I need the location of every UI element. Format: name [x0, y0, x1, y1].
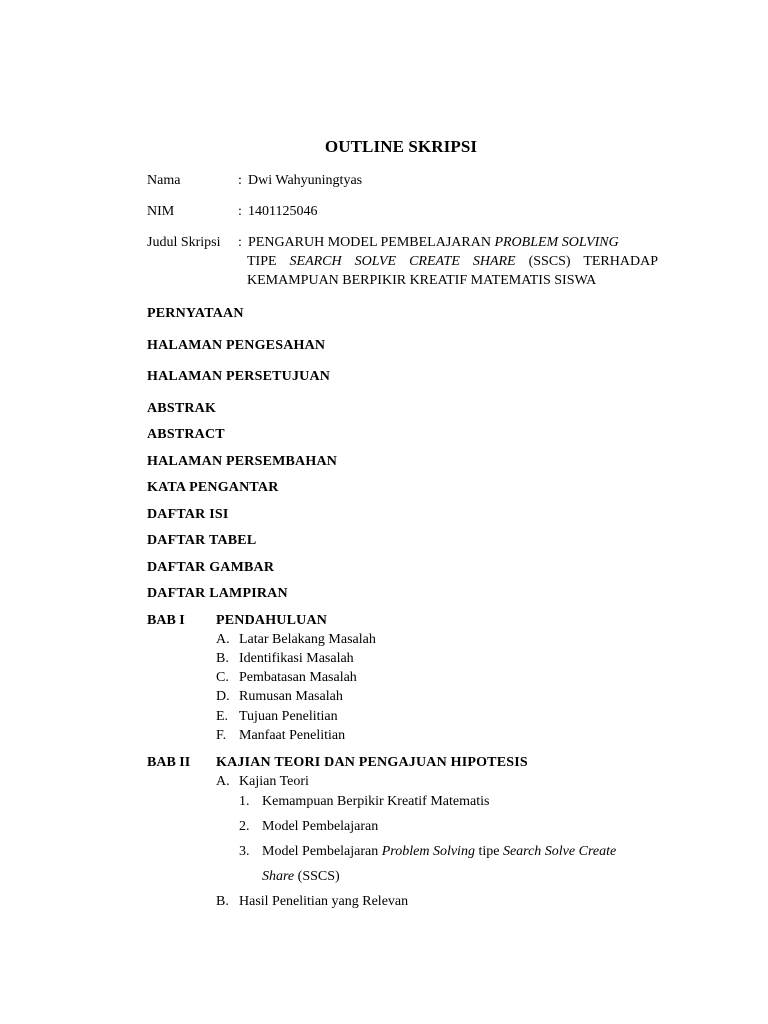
judul-line-1: [248, 235, 619, 251]
judul-line-2-word: SHARE: [472, 254, 516, 269]
item-text: Hasil Penelitian yang Relevan: [239, 894, 409, 909]
subitem-italic: Share: [262, 869, 295, 884]
subitem-text: tipe: [478, 844, 500, 859]
bab-2-item-b: [216, 894, 408, 910]
item-text: Rumusan Masalah: [239, 689, 343, 704]
section-kata-pengantar: KATA PENGANTAR: [147, 480, 279, 495]
bab-2-title: KAJIAN TEORI DAN PENGAJUAN HIPOTESIS: [216, 755, 528, 770]
bab-1-title: PENDAHULUAN: [216, 613, 328, 628]
judul-line-1-prefix: PENGARUH MODEL PEMBELAJARAN: [248, 235, 491, 250]
nama-separator: :: [238, 173, 242, 188]
nim-label: NIM: [147, 204, 175, 219]
bab-1-item: [216, 670, 357, 686]
page-title: OUTLINE SKRIPSI: [324, 137, 478, 156]
subitem-number: 1.: [239, 794, 250, 809]
judul-separator: :: [238, 235, 242, 250]
nim-separator: :: [238, 204, 242, 219]
item-letter: F.: [216, 728, 227, 743]
item-text: Identifikasi Masalah: [239, 651, 354, 666]
judul-label: Judul Skripsi: [147, 235, 221, 250]
bab-1-item: [216, 689, 343, 705]
bab-1-item: [216, 709, 338, 725]
section-abstract: ABSTRACT: [147, 427, 225, 442]
judul-line-2-word: TIPE: [247, 254, 277, 269]
nama-label: Nama: [147, 173, 181, 188]
item-letter: A.: [216, 632, 230, 647]
judul-line-1-italic: PROBLEM SOLVING: [494, 235, 619, 250]
judul-line-2-word: CREATE: [409, 254, 460, 269]
bab-2-item-a: [216, 774, 309, 790]
section-daftar-tabel: DAFTAR TABEL: [147, 533, 257, 548]
subitem-number: 2.: [239, 819, 250, 834]
item-text: Latar Belakang Masalah: [239, 632, 376, 647]
item-text: Pembatasan Masalah: [239, 670, 357, 685]
nim-value: 1401125046: [248, 204, 318, 219]
item-letter: C.: [216, 670, 229, 685]
bab-1-item: [216, 728, 345, 744]
bab-2-subitem: [239, 819, 378, 835]
subitem-italic: Problem Solving: [381, 844, 475, 859]
judul-line-2-word: SEARCH: [289, 254, 342, 269]
bab-2-subitem: [239, 794, 489, 810]
subitem-text: Model Pembelajaran: [262, 819, 379, 834]
section-halaman-persembahan: HALAMAN PERSEMBAHAN: [147, 454, 338, 469]
subitem-number: 3.: [239, 844, 250, 859]
section-daftar-isi: DAFTAR ISI: [147, 507, 229, 522]
judul-line-2: [247, 254, 658, 270]
item-letter: E.: [216, 709, 229, 724]
judul-line-2-word: SOLVE: [354, 254, 397, 269]
nama-value: Dwi Wahyuningtyas: [248, 173, 363, 188]
bab-1-number: BAB I: [147, 613, 185, 628]
subitem-text: Model Pembelajaran: [262, 844, 379, 859]
bab-2-subitem-continuation: [262, 869, 340, 885]
subitem-text: (SSCS): [297, 869, 340, 884]
bab-2-number: BAB II: [147, 755, 191, 770]
bab-1-item: [216, 651, 354, 667]
bab-2-subitem: [239, 844, 616, 860]
subitem-text: Kemampuan Berpikir Kreatif Matematis: [262, 794, 490, 809]
item-letter: B.: [216, 651, 229, 666]
item-letter: B.: [216, 894, 229, 909]
section-daftar-lampiran: DAFTAR LAMPIRAN: [147, 586, 288, 601]
item-text: Tujuan Penelitian: [239, 709, 338, 724]
judul-line-3: KEMAMPUAN BERPIKIR KREATIF MATEMATIS SISWA: [247, 273, 597, 288]
section-abstrak: ABSTRAK: [147, 401, 217, 416]
section-daftar-gambar: DAFTAR GAMBAR: [147, 560, 275, 575]
section-halaman-pengesahan: HALAMAN PENGESAHAN: [147, 338, 326, 353]
section-halaman-persetujuan: HALAMAN PERSETUJUAN: [147, 369, 331, 384]
judul-line-2-word: (SSCS): [528, 254, 571, 269]
item-text: Kajian Teori: [239, 774, 309, 789]
item-text: Manfaat Penelitian: [239, 728, 346, 743]
judul-line-2-word: TERHADAP: [583, 254, 658, 269]
item-letter: A.: [216, 774, 230, 789]
subitem-italic: Search Solve Create: [502, 844, 617, 859]
bab-1-item: [216, 632, 376, 648]
item-letter: D.: [216, 689, 230, 704]
section-pernyataan: PERNYATAAN: [147, 306, 244, 321]
